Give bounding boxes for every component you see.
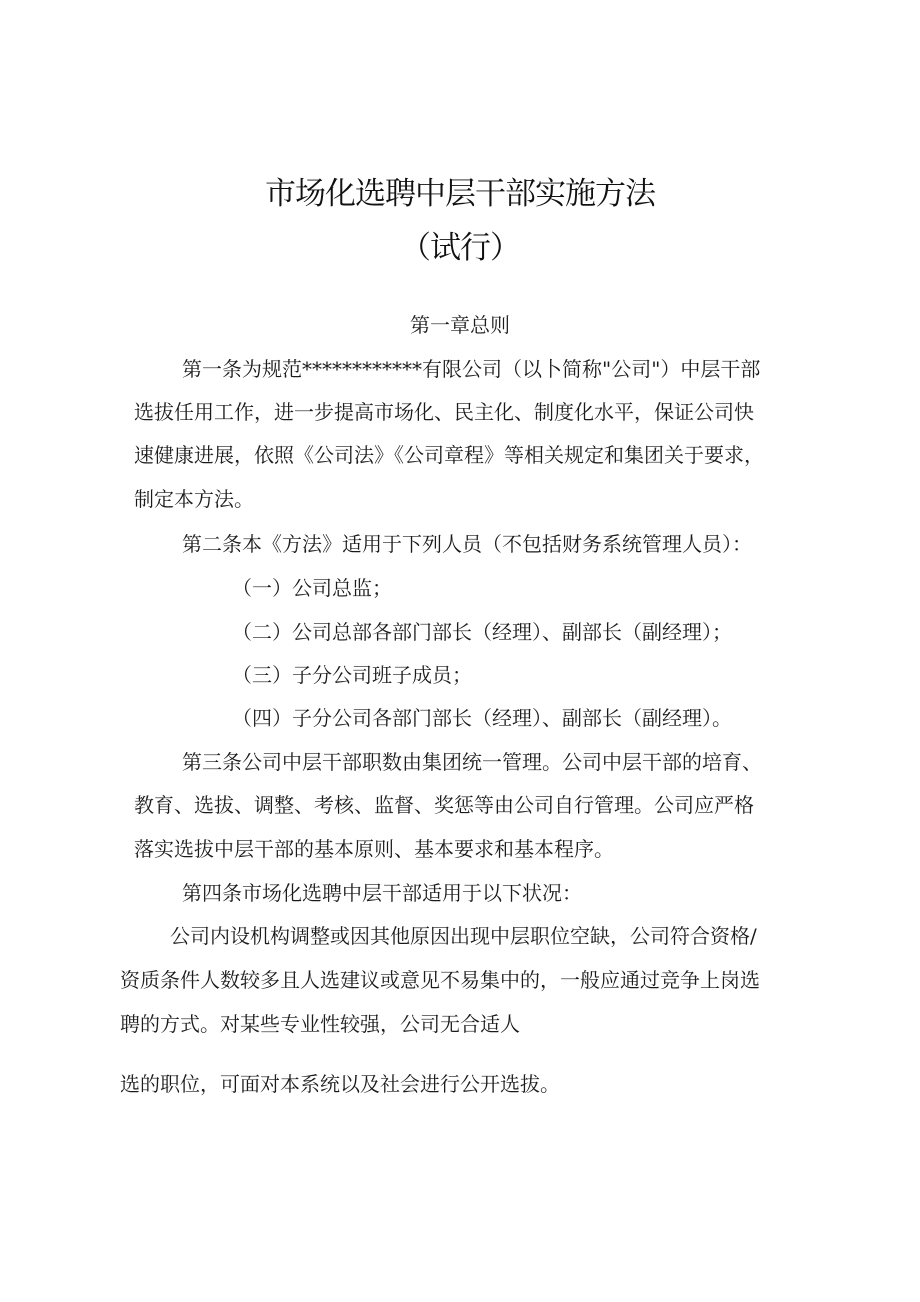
article-1-line: 速健康进展，依照《公司法》《公司章程》等相关规定和集团关于要求，	[134, 443, 764, 467]
article-2-item: （三）子分公司班子成员；	[232, 663, 472, 687]
article-4-body-line: 资质条件人数较多且人选建议或意见不易集中的，一般应通过竞争上岗选	[120, 968, 760, 992]
article-3-line: 教育、选拔、调整、考核、监督、奖惩等由公司自行管理。公司应严格	[134, 793, 754, 817]
article-1-line: 选拔任用工作，进一步提高市场化、民主化、制度化水平，保证公司快	[134, 400, 754, 424]
article-2-item: （四）子分公司各部门部长（经理）、副部长（副经理）。	[232, 706, 732, 730]
article-4-line: 第四条市场化选聘中层干部适用于以下状况：	[182, 881, 582, 905]
chapter-heading: 第一章总则	[410, 313, 510, 337]
article-2-item: （一）公司总监；	[232, 576, 392, 600]
article-4-body-line: 公司内设机构调整或因其他原因出现中层职位空缺，公司符合资格/	[170, 924, 757, 948]
article-3-line: 第三条公司中层干部职数由集团统一管理。公司中层干部的培育、	[182, 750, 762, 774]
article-4-body-line: 选的职位，可面对本系统以及社会进行公开选拔。	[120, 1072, 560, 1096]
article-1-line: 第一条为规范************有限公司（以卜简称"公司"）中层干部	[182, 357, 761, 381]
document-title: 市场化选聘中层干部实施方法	[265, 176, 655, 212]
article-1-line: 制定本方法。	[134, 487, 254, 511]
document-subtitle: （试行）	[400, 230, 520, 266]
article-2-item: （二）公司总部各部门部长（经理）、副部长（副经理）；	[232, 620, 732, 644]
article-4-body-line: 聘的方式。对某些专业性较强，公司无合适人	[120, 1012, 520, 1036]
article-2-line: 第二条本《方法》适用于下列人员（不包括财务系统管理人员）：	[182, 532, 752, 556]
article-3-line: 落实选拔中层干部的基本原则、基本要求和基本程序。	[134, 837, 614, 861]
